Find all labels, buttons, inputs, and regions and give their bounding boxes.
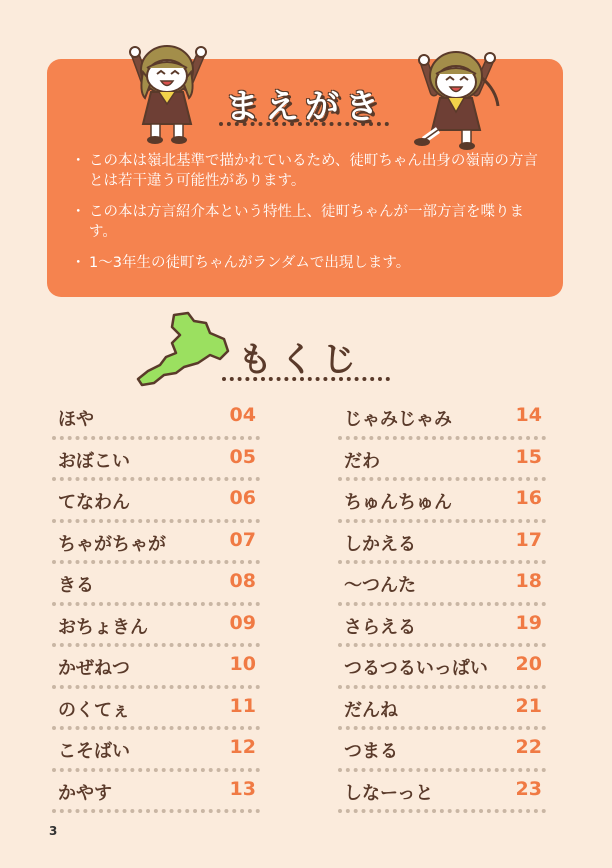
toc-entry-page: 17 (515, 528, 542, 551)
toc-entry-name: こそばい (58, 741, 130, 762)
fukui-map-icon (136, 309, 240, 395)
toc-row[interactable] (338, 523, 546, 565)
toc-column-left (52, 398, 260, 813)
toc-entry-name: だんね (344, 699, 398, 721)
cheering-girl-illustration (125, 32, 213, 144)
toc-entry-page: 14 (515, 404, 542, 426)
toc-title-underline (222, 377, 390, 381)
toc-entry-page: 05 (229, 445, 256, 468)
toc-entry-name: ちゃがちゃが (58, 533, 166, 555)
toc-entry-name: しなーっと (344, 782, 434, 804)
toc-entry-name: てなわん (58, 492, 130, 513)
toc-entry-page: 09 (229, 611, 256, 634)
toc-entry-name: しかえる (344, 533, 416, 555)
toc-row[interactable] (52, 398, 260, 440)
toc-entry-name: さらえる (344, 616, 416, 638)
toc-row[interactable] (338, 564, 546, 606)
preface-item: ・ 1〜3年生の徒町ちゃんがランダムで出現します。 (75, 253, 543, 273)
toc-row[interactable] (52, 481, 260, 523)
toc-row[interactable] (52, 606, 260, 648)
toc-entry-page: 10 (229, 653, 256, 675)
toc-entry-page: 16 (515, 487, 542, 509)
toc-column-right (338, 398, 546, 813)
toc-entry-name: つるつるいっぱい (344, 658, 488, 679)
toc-entry-page: 13 (229, 777, 256, 800)
toc-entry-page: 08 (229, 570, 256, 592)
toc-entry-page: 23 (515, 777, 542, 800)
preface-item: ・ この本は方言紹介本という特性上、徒町ちゃんが一部方言を喋ります。 (75, 202, 543, 242)
toc-entry-page: 11 (229, 694, 256, 717)
preface-list (75, 151, 543, 284)
toc-entry-name: ちゅんちゅん (344, 492, 452, 513)
toc-entry-page: 06 (229, 487, 256, 509)
toc-entry-name: かぜねつ (58, 658, 130, 679)
toc-entry-name: だわ (344, 450, 380, 472)
preface-item: ・ この本は嶺北基準で描かれているため、徒町ちゃん出身の嶺南の方言とは若干違う可能性があります。 (75, 151, 543, 191)
page-number: 3 (49, 824, 58, 838)
toc-entry-name: ほや (58, 409, 94, 430)
toc-entry-name: おぼこい (58, 450, 130, 472)
toc-entry-page: 18 (515, 570, 542, 592)
toc-row[interactable] (52, 523, 260, 565)
toc-row[interactable] (338, 398, 546, 440)
toc-row[interactable] (52, 440, 260, 482)
toc-row[interactable] (52, 564, 260, 606)
toc-row[interactable] (52, 730, 260, 772)
toc-row[interactable] (52, 772, 260, 814)
preface-title: まえがき (225, 87, 385, 127)
toc-entry-page: 15 (515, 445, 542, 468)
toc-row[interactable] (338, 606, 546, 648)
toc-row[interactable] (338, 481, 546, 523)
toc-entry-page: 22 (515, 736, 542, 758)
toc-row[interactable] (338, 440, 546, 482)
toc-row[interactable] (338, 689, 546, 731)
toc-entry-name: のくてぇ (58, 699, 130, 721)
toc-entry-page: 07 (229, 528, 256, 551)
toc-entry-name: つまる (344, 741, 398, 762)
toc-entry-name: 〜つんた (344, 575, 416, 596)
toc-entry-name: かやす (58, 782, 112, 804)
toc-entry-name: きる (58, 575, 94, 596)
toc-entry-page: 21 (515, 694, 542, 717)
toc-entry-page: 04 (229, 404, 256, 426)
cheering-girl-illustration (410, 40, 502, 152)
toc-entry-page: 20 (515, 653, 542, 675)
toc-row[interactable] (52, 647, 260, 689)
toc-row[interactable] (52, 689, 260, 731)
toc-row[interactable] (338, 647, 546, 689)
toc-entry-page: 12 (229, 736, 256, 758)
toc-title: もくじ (238, 340, 364, 380)
toc-entry-name: じゃみじゃみ (344, 409, 452, 430)
toc-entry-page: 19 (515, 611, 542, 634)
toc-row[interactable] (338, 772, 546, 814)
toc-row[interactable] (338, 730, 546, 772)
preface-title-underline (219, 122, 389, 126)
toc-entry-name: おちょきん (58, 616, 148, 638)
